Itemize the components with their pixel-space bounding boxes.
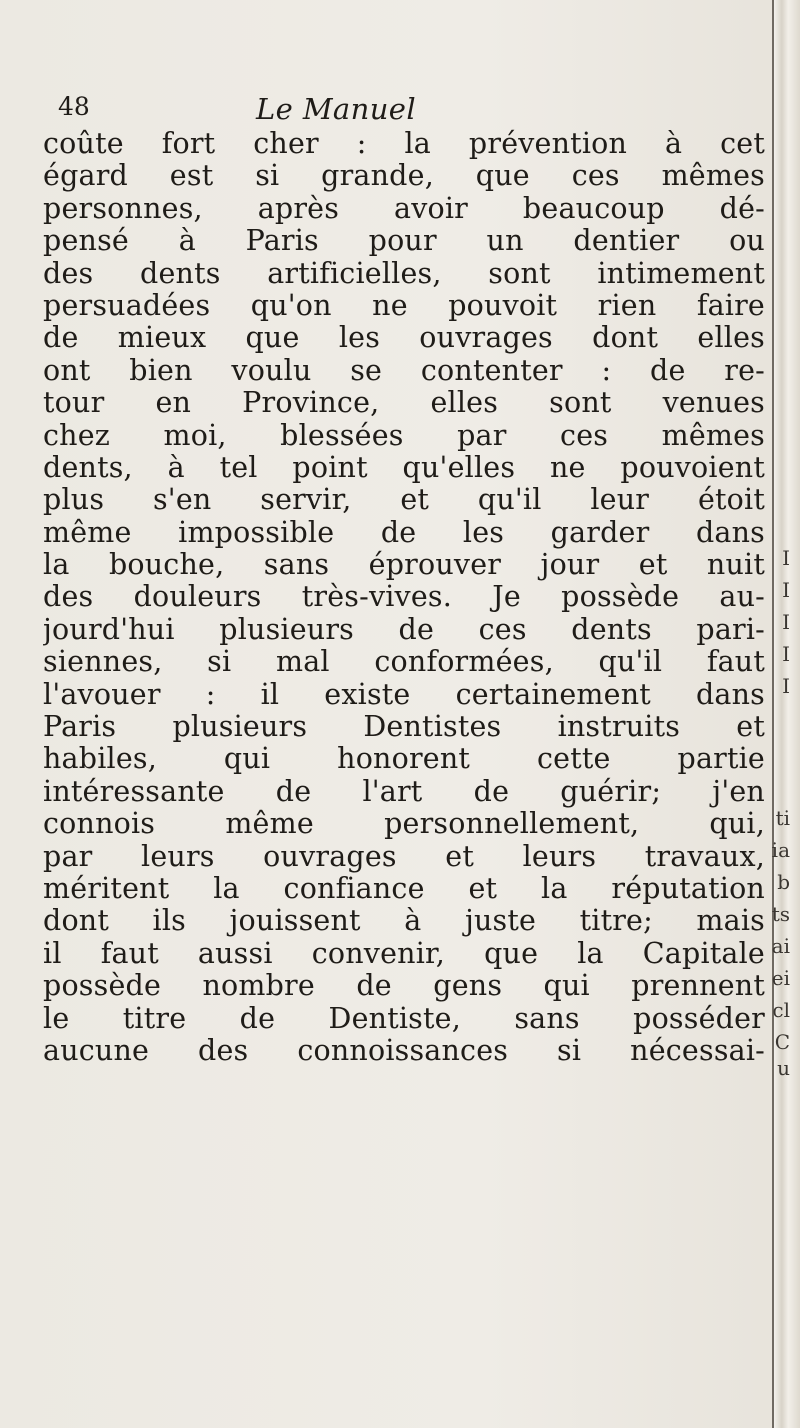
text-line: intéressante de l'art de guérir; j'en bbox=[43, 775, 765, 808]
spine-fragment: I bbox=[782, 610, 790, 634]
text-line: des douleurs très-vives. Je possède au- bbox=[43, 581, 765, 614]
text-line: tour en Province, elles sont venues bbox=[43, 387, 765, 420]
text-line: dents, à tel point qu'elles ne pouvoient bbox=[43, 451, 765, 484]
spine-fragment: u bbox=[777, 1056, 790, 1080]
text-line: de mieux que les ouvrages dont elles bbox=[43, 322, 765, 355]
text-line: habiles, qui honorent cette partie bbox=[43, 743, 765, 776]
spine-fragment: ei bbox=[771, 966, 790, 990]
text-line: coûte fort cher : la prévention à cet bbox=[43, 128, 765, 160]
spine-fragment: ai bbox=[771, 934, 790, 958]
page-header bbox=[58, 92, 758, 128]
text-line: possède nombre de gens qui prennent bbox=[43, 970, 765, 1003]
spine-fragment: ti bbox=[775, 806, 790, 830]
text-line: pensé à Paris pour un dentier ou bbox=[43, 225, 765, 258]
spine-fragment: ts bbox=[771, 902, 790, 926]
spine-fragment: ia bbox=[771, 838, 790, 862]
text-line: persuadées qu'on ne pouvoit rien faire bbox=[43, 289, 765, 322]
page-number: 48 bbox=[58, 92, 90, 121]
text-line: plus s'en servir, et qu'il leur étoit bbox=[43, 484, 765, 517]
text-line: aucune des connoissances si nécessai- bbox=[43, 1034, 765, 1067]
text-line: des dents artificielles, sont intimement bbox=[43, 257, 765, 290]
text-line: même impossible de les garder dans bbox=[43, 516, 765, 549]
spine-fragment: I bbox=[782, 578, 790, 602]
text-line: l'avouer : il existe certainement dans bbox=[43, 678, 765, 711]
text-line: jourd'hui plusieurs de ces dents pari- bbox=[43, 613, 765, 646]
text-line: Paris plusieurs Dentistes instruits et bbox=[43, 711, 765, 744]
text-line: méritent la confiance et la réputation bbox=[43, 872, 765, 905]
text-line: le titre de Dentiste, sans posséder bbox=[43, 1002, 765, 1035]
running-head: Le Manuel bbox=[256, 92, 417, 126]
text-line: la bouche, sans éprouver jour et nuit bbox=[43, 549, 765, 582]
spine-fragment: I bbox=[782, 674, 790, 698]
text-line: il faut aussi convenir, que la Capitale bbox=[43, 937, 765, 970]
text-line: personnes, après avoir beaucoup dé- bbox=[43, 192, 765, 225]
spine-fragment: I bbox=[782, 642, 790, 666]
adjacent-page-edge bbox=[772, 0, 800, 1428]
text-line: connois même personnellement, qui, bbox=[43, 808, 765, 841]
text-line: dont ils jouissent à juste titre; mais bbox=[43, 905, 765, 938]
text-line: chez moi, blessées par ces mêmes bbox=[43, 419, 765, 452]
text-line: siennes, si mal conformées, qu'il faut bbox=[43, 646, 765, 679]
spine-fragment: cl bbox=[772, 998, 790, 1022]
text-line: ont bien voulu se contenter : de re- bbox=[43, 354, 765, 387]
spine-fragment: C bbox=[774, 1030, 790, 1054]
spine-fragment: b bbox=[777, 870, 790, 894]
body-text bbox=[43, 128, 765, 1067]
text-line: par leurs ouvrages et leurs travaux, bbox=[43, 840, 765, 873]
spine-fragment: I bbox=[782, 546, 790, 570]
text-line: égard est si grande, que ces mêmes bbox=[43, 160, 765, 193]
